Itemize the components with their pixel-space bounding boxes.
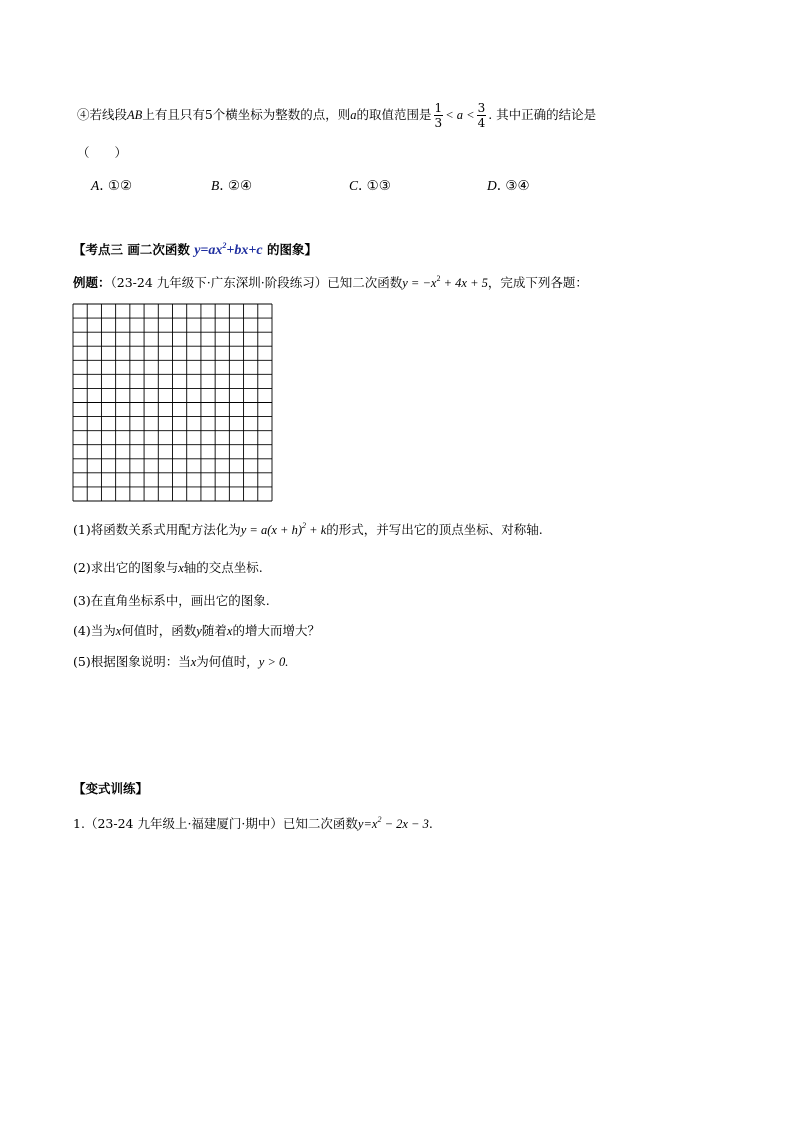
- fraction-three-quarters: $\frac{3}{4}$: [477, 101, 486, 130]
- option-a[interactable]: A. ①②: [91, 178, 133, 194]
- variant-item-1: 1.（23-24 九年级上·福建厦门·期中）已知二次函数$y=x^2 - 2x - 3$.: [73, 815, 433, 831]
- question-5: (5)根据图象说明：当x为何值时，y > 0.: [73, 654, 289, 669]
- question-3: (3)在直角坐标系中，画出它的图象.: [73, 593, 270, 608]
- option-d[interactable]: D. ③④: [487, 178, 530, 194]
- answer-parentheses: （ ）: [77, 145, 128, 160]
- coordinate-grid[interactable]: [72, 303, 273, 502]
- example-label: 例题：: [73, 275, 111, 290]
- question-2: (2)求出它的图象与x轴的交点坐标.: [73, 560, 263, 575]
- question-4: (4)当为x何值时，函数y随着x的增大而增大？: [73, 623, 320, 638]
- section-3-heading: 【考点三 画二次函数 $y=ax^2+bx+c$ 的图象】: [73, 241, 317, 258]
- question-4-line: ④若线段AB上有且只有5个横坐标为整数的点，则a的取值范围是 $\frac{1}{3}$ < a < $\frac{3}{4}$ . 其中正确的结论是: [77, 101, 597, 130]
- variant-heading: 【变式训练】: [73, 781, 149, 796]
- question-4-marker: ④: [77, 107, 90, 122]
- option-c[interactable]: C. ①③: [349, 178, 391, 194]
- question-1: (1)将函数关系式用配方法化为$y = a(x + h)^2 + k$的形式，并写出它的顶点坐标、对称轴.: [73, 521, 543, 537]
- fraction-one-third: $\frac{1}{3}$: [434, 101, 443, 130]
- option-b[interactable]: B. ②④: [211, 178, 253, 194]
- example-line: 例题：（23-24 九年级下·广东深圳·阶段练习）已知二次函数$y = -x^2 + 4x + 5$，完成下列各题：: [73, 274, 588, 290]
